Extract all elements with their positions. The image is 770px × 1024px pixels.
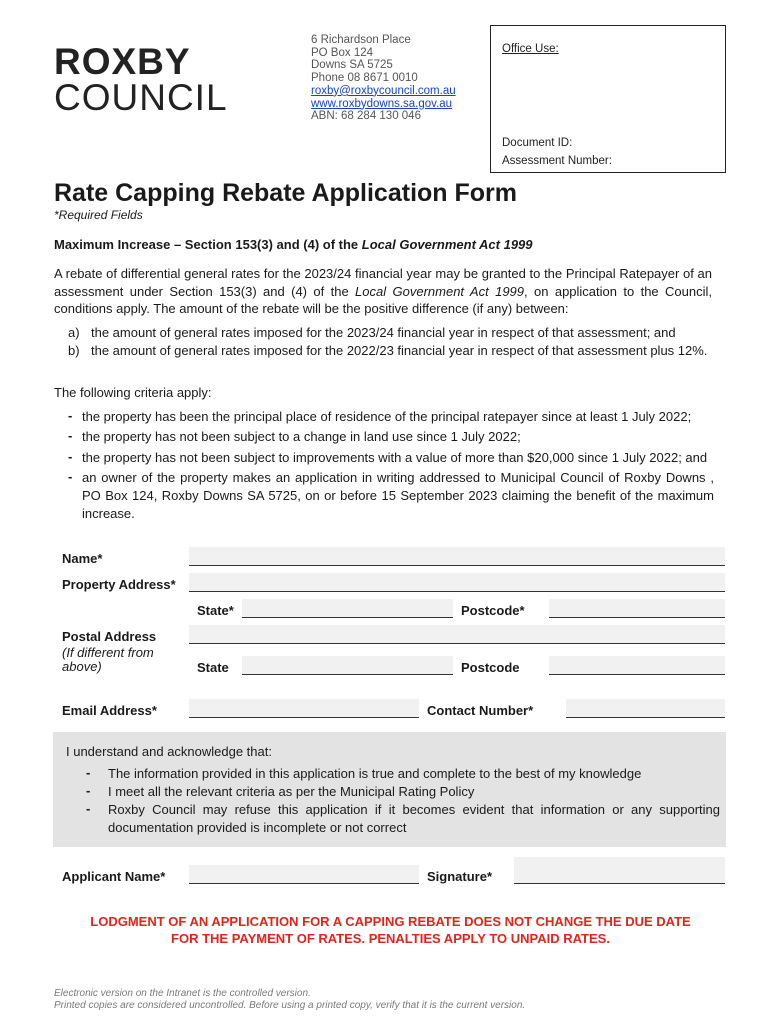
state-required-input[interactable] [242, 599, 453, 618]
address-line2: PO Box 124 [311, 46, 374, 59]
postcode-input[interactable] [549, 656, 725, 675]
email-address-label: Email Address* [62, 703, 157, 718]
bullet-marker: - [68, 408, 73, 423]
property-address-input[interactable] [189, 573, 725, 592]
logo-line1: ROXBY [54, 41, 191, 82]
criteria-intro: The following criteria apply: [54, 385, 212, 400]
logo-line2: COUNCIL [54, 77, 228, 118]
postcode-label: Postcode [461, 660, 520, 675]
state-required-label: State* [197, 603, 234, 618]
page-title: Rate Capping Rebate Application Form [54, 179, 518, 207]
section-heading-act: Local Government Act 1999 [361, 237, 533, 252]
acknowledgement-intro: I understand and acknowledge that: [66, 744, 272, 759]
postal-address-note2: above) [62, 659, 102, 674]
list-item [66, 783, 720, 801]
list-item [54, 428, 714, 446]
warning-line2: FOR THE PAYMENT OF RATES. PENALTIES APPLY TO UNPAID RATES. [171, 931, 610, 946]
name-input[interactable] [189, 547, 725, 566]
office-use-box [490, 25, 726, 173]
criteria-text: the property has not been subject to improvements with a value of more than $20,000 since 1 July 2022; and [82, 449, 708, 465]
name-label: Name* [62, 551, 103, 566]
address-abn: ABN: 68 284 130 046 [311, 110, 421, 123]
list-item [66, 801, 720, 837]
difference-list [54, 324, 714, 360]
applicant-name-input[interactable] [189, 865, 419, 884]
contact-number-label: Contact Number* [427, 703, 534, 718]
bullet-marker: - [86, 783, 91, 798]
signature-input[interactable] [514, 857, 725, 884]
bullet-marker: - [68, 469, 73, 485]
footer-line2: Printed copies are considered uncontrolled. Before using a printed copy, verify that it is the current version. [54, 1000, 526, 1011]
email-link[interactable]: roxby@roxbycouncil.com.au [311, 84, 456, 97]
state-label: State [197, 660, 229, 675]
address-line1: 6 Richardson Place [311, 34, 411, 46]
intro-part2: , on application to the Council, conditions apply. The amount of the rebate will be the positive difference (if any) between: [54, 283, 713, 316]
office-use-title: Office Use: [502, 43, 559, 55]
state-input[interactable] [242, 656, 453, 675]
assessment-number-label: Assessment Number: [502, 155, 612, 167]
acknowledgement-text: I meet all the relevant criteria as per the Municipal Rating Policy [108, 784, 475, 799]
bullet-marker: - [86, 765, 91, 780]
list-text: the amount of general rates imposed for the 2023/24 financial year in respect of that assessment; and [91, 325, 676, 340]
intro-part1: A rebate of differential general rates for the 2023/24 financial year may be granted to the Principal Ratepayer of an assessment under Section 153(3) and (4) of the [54, 266, 712, 299]
list-item [66, 765, 720, 783]
council-logo [54, 42, 239, 122]
required-note: *Required Fields [54, 208, 143, 222]
criteria-list [54, 408, 714, 525]
list-item [54, 469, 714, 522]
acknowledgement-list [66, 765, 720, 837]
lodgment-warning [54, 913, 727, 947]
council-address [311, 34, 456, 123]
bullet-marker: - [86, 801, 91, 816]
postcode-required-input[interactable] [549, 599, 725, 618]
document-id-label: Document ID: [502, 137, 573, 149]
contact-number-input[interactable] [566, 699, 725, 718]
list-marker: a) [68, 325, 80, 340]
section-heading-text: Maximum Increase – Section 153(3) and (4) of the [54, 237, 362, 252]
email-address-input[interactable] [189, 699, 419, 718]
address-line3: Downs SA 5725 [311, 59, 393, 72]
bullet-marker: - [68, 428, 73, 444]
bullet-marker: - [68, 448, 73, 464]
criteria-text: an owner of the property makes an application in writing addressed to Municipal Council of Roxby Downs , PO Box 124, Roxby Downs SA 5725, on or before 15 September 2023 claiming the benefit of the maximum increase. [82, 470, 714, 521]
section-heading [54, 237, 533, 252]
document-footer [54, 988, 525, 1012]
postcode-required-label: Postcode* [461, 603, 525, 618]
list-text: the amount of general rates imposed for the 2022/23 financial year in respect of that assessment plus 12%. [91, 343, 708, 358]
postal-address-input[interactable] [189, 625, 725, 644]
list-item [54, 324, 714, 342]
acknowledgement-text: Roxby Council may refuse this application if it becomes evident that information or any supporting documentation provided is incomplete or not correct [108, 802, 720, 835]
footer-line1: Electronic version on the Intranet is the controlled version. [54, 988, 311, 999]
property-address-label: Property Address* [62, 577, 176, 592]
intro-paragraph [54, 265, 712, 318]
address-phone: Phone 08 8671 0010 [311, 72, 418, 85]
website-link[interactable]: www.roxbydowns.sa.gov.au [311, 97, 453, 110]
list-marker: b) [68, 343, 80, 358]
list-item [54, 342, 714, 360]
intro-act: Local Government Act 1999 [355, 283, 525, 299]
applicant-name-label: Applicant Name* [62, 869, 166, 884]
signature-label: Signature* [427, 869, 493, 884]
postal-address-note1: (If different from [62, 645, 154, 660]
list-item [54, 408, 714, 426]
postal-address-label: Postal Address [62, 629, 157, 644]
warning-line1: LODGMENT OF AN APPLICATION FOR A CAPPING REBATE DOES NOT CHANGE THE DUE DATE [90, 914, 691, 929]
criteria-text: the property has been the principal place of residence of the principal ratepayer since at least 1 July 2022; [82, 409, 692, 424]
acknowledgement-text: The information provided in this application is true and complete to the best of my knowledge [108, 766, 642, 781]
criteria-text: the property has not been subject to a change in land use since 1 July 2022; [82, 429, 521, 445]
list-item [54, 449, 714, 467]
